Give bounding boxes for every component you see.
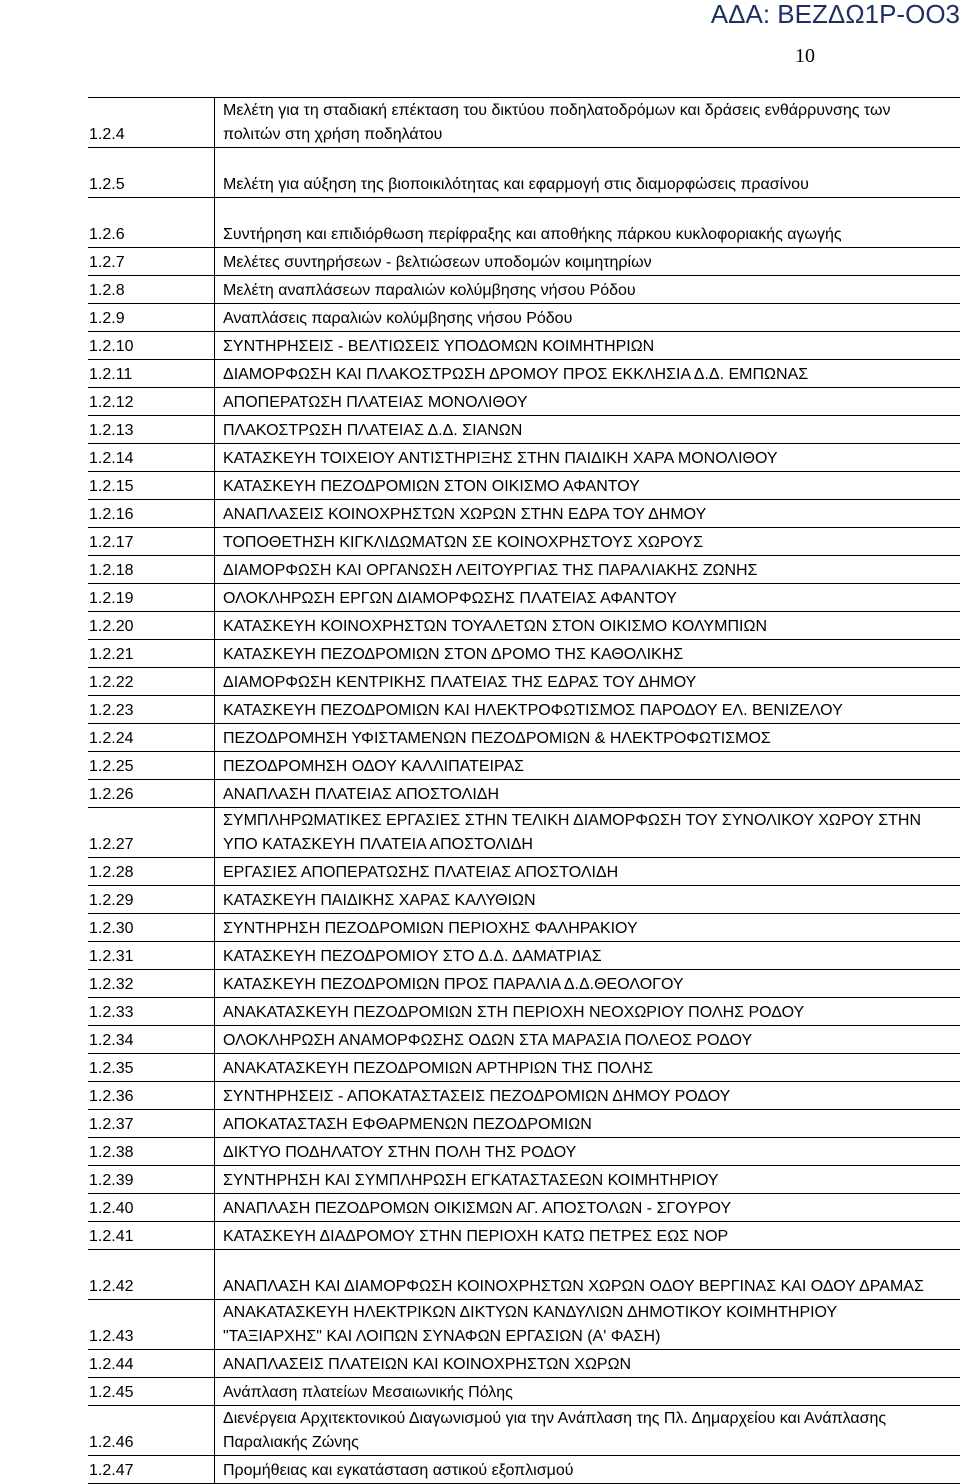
table-row	[88, 528, 960, 556]
row-description: ΣΥΝΤΗΡΗΣΗ ΚΑΙ ΣΥΜΠΛΗΡΩΣΗ ΕΓΚΑΤΑΣΤΑΣΕΩΝ ΚΟΙΜΗΤΗΡΙΟΥ	[215, 1166, 960, 1194]
table-row	[88, 1054, 960, 1082]
row-code: 1.2.46	[88, 1406, 215, 1456]
row-description: ΚΑΤΑΣΚΕΥΗ ΠΕΖΟΔΡΟΜΙΩΝ ΠΡΟΣ ΠΑΡΑΛΙΑ Δ.Δ.ΘΕΟΛΟΓΟΥ	[215, 970, 960, 998]
table-row	[88, 886, 960, 914]
row-code: 1.2.45	[88, 1378, 215, 1406]
table-row	[88, 1082, 960, 1110]
row-description: ΑΝΑΠΛΑΣΗ ΠΛΑΤΕΙΑΣ ΑΠΟΣΤΟΛΙΔΗ	[215, 780, 960, 808]
table-row	[88, 942, 960, 970]
table-row	[88, 1300, 960, 1350]
row-code: 1.2.16	[88, 500, 215, 528]
table-row	[88, 1166, 960, 1194]
row-code: 1.2.24	[88, 724, 215, 752]
row-description: ΣΥΜΠΛΗΡΩΜΑΤΙΚΕΣ ΕΡΓΑΣΙΕΣ ΣΤΗΝ ΤΕΛΙΚΗ ΔΙΑΜΟΡΦΩΣΗ ΤΟΥ ΣΥΝΟΛΙΚΟΥ ΧΩΡΟΥ ΣΤΗΝ ΥΠΟ ΚΑΤΑΣΚΕΥΗ ΠΛΑΤΕΙΑ ΑΠΟΣΤΟΛΙΔΗ	[215, 808, 960, 858]
row-code: 1.2.31	[88, 942, 215, 970]
row-code: 1.2.38	[88, 1138, 215, 1166]
row-code: 1.2.47	[88, 1456, 215, 1484]
row-description: ΔΙΑΜΟΡΦΩΣΗ ΚΑΙ ΟΡΓΑΝΩΣΗ ΛΕΙΤΟΥΡΓΙΑΣ ΤΗΣ ΠΑΡΑΛΙΑΚΗΣ ΖΩΝΗΣ	[215, 556, 960, 584]
table-row	[88, 1110, 960, 1138]
row-code: 1.2.44	[88, 1350, 215, 1378]
row-description: ΑΝΑΠΛΑΣΗ ΠΕΖΟΔΡΟΜΩΝ ΟΙΚΙΣΜΩΝ ΑΓ. ΑΠΟΣΤΟΛΩΝ - ΣΓΟΥΡΟΥ	[215, 1194, 960, 1222]
table-row	[88, 360, 960, 388]
row-description: ΠΕΖΟΔΡΟΜΗΣΗ ΥΦΙΣΤΑΜΕΝΩΝ ΠΕΖΟΔΡΟΜΙΩΝ & ΗΛΕΚΤΡΟΦΩΤΙΣΜΟΣ	[215, 724, 960, 752]
row-code: 1.2.11	[88, 360, 215, 388]
row-description: ΠΛΑΚΟΣΤΡΩΣΗ ΠΛΑΤΕΙΑΣ Δ.Δ. ΣΙΑΝΩΝ	[215, 416, 960, 444]
row-description: Συντήρηση και επιδιόρθωση περίφραξης και αποθήκης πάρκου κυκλοφοριακής αγωγής	[215, 198, 960, 248]
table-row	[88, 612, 960, 640]
row-description: ΚΑΤΑΣΚΕΥΗ ΠΑΙΔΙΚΗΣ ΧΑΡΑΣ ΚΑΛΥΘΙΩΝ	[215, 886, 960, 914]
row-code: 1.2.19	[88, 584, 215, 612]
row-description: Μελέτη για αύξηση της βιοποικιλότητας και εφαρμογή στις διαμορφώσεις πρασίνου	[215, 148, 960, 198]
row-description: Διενέργεια Αρχιτεκτονικού Διαγωνισμού για την Ανάπλαση της Πλ. Δημαρχείου και Ανάπλασης Παραλιακής Ζώνης	[215, 1406, 960, 1456]
row-code: 1.2.5	[88, 148, 215, 198]
row-code: 1.2.37	[88, 1110, 215, 1138]
table-row	[88, 472, 960, 500]
row-description: ΚΑΤΑΣΚΕΥΗ ΔΙΑΔΡΟΜΟΥ ΣΤΗΝ ΠΕΡΙΟΧΗ ΚΑΤΩ ΠΕΤΡΕΣ ΕΩΣ ΝΟΡ	[215, 1222, 960, 1250]
row-description: Ανάπλαση πλατείων Μεσαιωνικής Πόλης	[215, 1378, 960, 1406]
row-description: ΚΑΤΑΣΚΕΥΗ ΠΕΖΟΔΡΟΜΙΩΝ ΣΤΟΝ ΔΡΟΜΟ ΤΗΣ ΚΑΘΟΛΙΚΗΣ	[215, 640, 960, 668]
row-description: ΚΑΤΑΣΚΕΥΗ ΠΕΖΟΔΡΟΜΙΩΝ ΚΑΙ ΗΛΕΚΤΡΟΦΩΤΙΣΜΟΣ ΠΑΡΟΔΟΥ ΕΛ. ΒΕΝΙΖΕΛΟΥ	[215, 696, 960, 724]
row-description: Αναπλάσεις παραλιών κολύμβησης νήσου Ρόδου	[215, 304, 960, 332]
row-code: 1.2.17	[88, 528, 215, 556]
table-row	[88, 1222, 960, 1250]
table-row	[88, 998, 960, 1026]
row-code: 1.2.35	[88, 1054, 215, 1082]
table-row	[88, 444, 960, 472]
row-code: 1.2.15	[88, 472, 215, 500]
row-description: ΠΕΖΟΔΡΟΜΗΣΗ ΟΔΟΥ ΚΑΛΛΙΠΑΤΕΙΡΑΣ	[215, 752, 960, 780]
row-code: 1.2.42	[88, 1250, 215, 1300]
projects-table-body	[88, 98, 960, 1484]
row-description: Μελέτη για τη σταδιακή επέκταση του δικτύου ποδηλατοδρόμων και δράσεις ενθάρρυνσης των πολιτών στη χρήση ποδηλάτου	[215, 98, 960, 148]
row-description: ΑΝΑΠΛΑΣΕΙΣ ΚΟΙΝΟΧΡΗΣΤΩΝ ΧΩΡΩΝ ΣΤΗΝ ΕΔΡΑ ΤΟΥ ΔΗΜΟΥ	[215, 500, 960, 528]
table-row	[88, 332, 960, 360]
row-code: 1.2.25	[88, 752, 215, 780]
row-description: ΚΑΤΑΣΚΕΥΗ ΠΕΖΟΔΡΟΜΙΩΝ ΣΤΟΝ ΟΙΚΙΣΜΟ ΑΦΑΝΤΟΥ	[215, 472, 960, 500]
table-row	[88, 914, 960, 942]
row-description: ΔΙΑΜΟΡΦΩΣΗ ΚΕΝΤΡΙΚΗΣ ΠΛΑΤΕΙΑΣ ΤΗΣ ΕΔΡΑΣ ΤΟΥ ΔΗΜΟΥ	[215, 668, 960, 696]
row-code: 1.2.9	[88, 304, 215, 332]
row-code: 1.2.14	[88, 444, 215, 472]
row-description: ΟΛΟΚΛΗΡΩΣΗ ΕΡΓΩΝ ΔΙΑΜΟΡΦΩΣΗΣ ΠΛΑΤΕΙΑΣ ΑΦΑΝΤΟΥ	[215, 584, 960, 612]
row-description: ΑΝΑΚΑΤΑΣΚΕΥΗ ΠΕΖΟΔΡΟΜΙΩΝ ΣΤΗ ΠΕΡΙΟΧΗ ΝΕΟΧΩΡΙΟΥ ΠΟΛΗΣ ΡΟΔΟΥ	[215, 998, 960, 1026]
table-row	[88, 148, 960, 198]
page-number: 10	[795, 44, 815, 68]
row-code: 1.2.28	[88, 858, 215, 886]
table-row	[88, 388, 960, 416]
row-description: ΣΥΝΤΗΡΗΣΕΙΣ - ΒΕΛΤΙΩΣΕΙΣ ΥΠΟΔΟΜΩΝ ΚΟΙΜΗΤΗΡΙΩΝ	[215, 332, 960, 360]
ada-header: ΑΔΑ: ΒΕΖΔΩ1Ρ-ΟΟ3	[711, 0, 960, 28]
row-description: ΟΛΟΚΛΗΡΩΣΗ ΑΝΑΜΟΡΦΩΣΗΣ ΟΔΩΝ ΣΤΑ ΜΑΡΑΣΙΑ ΠΟΛΕΟΣ ΡΟΔΟΥ	[215, 1026, 960, 1054]
row-code: 1.2.20	[88, 612, 215, 640]
table-row	[88, 1026, 960, 1054]
row-description: Μελέτη αναπλάσεων παραλιών κολύμβησης νήσου Ρόδου	[215, 276, 960, 304]
row-description: ΚΑΤΑΣΚΕΥΗ ΠΕΖΟΔΡΟΜΙΟΥ ΣΤΟ Δ.Δ. ΔΑΜΑΤΡΙΑΣ	[215, 942, 960, 970]
row-description: Μελέτες συντηρήσεων - βελτιώσεων υποδομών κοιμητηρίων	[215, 248, 960, 276]
row-code: 1.2.43	[88, 1300, 215, 1350]
table-row	[88, 858, 960, 886]
table-row	[88, 1456, 960, 1484]
table-row	[88, 276, 960, 304]
table-row	[88, 98, 960, 148]
row-code: 1.2.32	[88, 970, 215, 998]
table-row	[88, 1378, 960, 1406]
table-row	[88, 304, 960, 332]
row-code: 1.2.33	[88, 998, 215, 1026]
table-row	[88, 1406, 960, 1456]
table-row	[88, 416, 960, 444]
table-row	[88, 808, 960, 858]
row-code: 1.2.30	[88, 914, 215, 942]
row-code: 1.2.39	[88, 1166, 215, 1194]
row-code: 1.2.36	[88, 1082, 215, 1110]
table-row	[88, 198, 960, 248]
row-code: 1.2.12	[88, 388, 215, 416]
row-code: 1.2.34	[88, 1026, 215, 1054]
table-row	[88, 584, 960, 612]
row-code: 1.2.41	[88, 1222, 215, 1250]
row-code: 1.2.8	[88, 276, 215, 304]
row-description: ΑΝΑΠΛΑΣΕΙΣ ΠΛΑΤΕΙΩΝ ΚΑΙ ΚΟΙΝΟΧΡΗΣΤΩΝ ΧΩΡΩΝ	[215, 1350, 960, 1378]
row-code: 1.2.22	[88, 668, 215, 696]
row-description: ΑΝΑΚΑΤΑΣΚΕΥΗ ΗΛΕΚΤΡΙΚΩΝ ΔΙΚΤΥΩΝ ΚΑΝΔΥΛΙΩΝ ΔΗΜΟΤΙΚΟΥ ΚΟΙΜΗΤΗΡΙΟΥ "ΤΑΞΙΑΡΧΗΣ" ΚΑΙ ΛΟΙΠΩΝ ΣΥΝΑΦΩΝ ΕΡΓΑΣΙΩΝ (Α' ΦΑΣΗ)	[215, 1300, 960, 1350]
row-description: ΑΝΑΠΛΑΣΗ ΚΑΙ ΔΙΑΜΟΡΦΩΣΗ ΚΟΙΝΟΧΡΗΣΤΩΝ ΧΩΡΩΝ ΟΔΟΥ ΒΕΡΓΙΝΑΣ ΚΑΙ ΟΔΟΥ ΔΡΑΜΑΣ	[215, 1250, 960, 1300]
row-code: 1.2.6	[88, 198, 215, 248]
row-description: ΔΙΚΤΥΟ ΠΟΔΗΛΑΤΟΥ ΣΤΗΝ ΠΟΛΗ ΤΗΣ ΡΟΔΟΥ	[215, 1138, 960, 1166]
table-row	[88, 1138, 960, 1166]
projects-table	[88, 97, 960, 1484]
table-row	[88, 752, 960, 780]
row-description: ΣΥΝΤΗΡΗΣΕΙΣ - ΑΠΟΚΑΤΑΣΤΑΣΕΙΣ ΠΕΖΟΔΡΟΜΙΩΝ ΔΗΜΟΥ ΡΟΔΟΥ	[215, 1082, 960, 1110]
row-description: ΑΠΟΠΕΡΑΤΩΣΗ ΠΛΑΤΕΙΑΣ ΜΟΝΟΛΙΘΟΥ	[215, 388, 960, 416]
row-description: ΔΙΑΜΟΡΦΩΣΗ ΚΑΙ ΠΛΑΚΟΣΤΡΩΣΗ ΔΡΟΜΟΥ ΠΡΟΣ ΕΚΚΛΗΣΙΑ Δ.Δ. ΕΜΠΩΝΑΣ	[215, 360, 960, 388]
row-description: ΣΥΝΤΗΡΗΣΗ ΠΕΖΟΔΡΟΜΙΩΝ ΠΕΡΙΟΧΗΣ ΦΑΛΗΡΑΚΙΟΥ	[215, 914, 960, 942]
table-row	[88, 696, 960, 724]
table-row	[88, 1250, 960, 1300]
table-row	[88, 640, 960, 668]
row-code: 1.2.21	[88, 640, 215, 668]
table-row	[88, 780, 960, 808]
row-description: ΕΡΓΑΣΙΕΣ ΑΠΟΠΕΡΑΤΩΣΗΣ ΠΛΑΤΕΙΑΣ ΑΠΟΣΤΟΛΙΔΗ	[215, 858, 960, 886]
row-code: 1.2.27	[88, 808, 215, 858]
table-row	[88, 556, 960, 584]
row-code: 1.2.7	[88, 248, 215, 276]
row-description: ΤΟΠΟΘΕΤΗΣΗ ΚΙΓΚΛΙΔΩΜΑΤΩΝ ΣΕ ΚΟΙΝΟΧΡΗΣΤΟΥΣ ΧΩΡΟΥΣ	[215, 528, 960, 556]
row-description: ΑΠΟΚΑΤΑΣΤΑΣΗ ΕΦΘΑΡΜΕΝΩΝ ΠΕΖΟΔΡΟΜΙΩΝ	[215, 1110, 960, 1138]
row-description: ΑΝΑΚΑΤΑΣΚΕΥΗ ΠΕΖΟΔΡΟΜΙΩΝ ΑΡΤΗΡΙΩΝ ΤΗΣ ΠΟΛΗΣ	[215, 1054, 960, 1082]
row-description: Προμήθειας και εγκατάσταση αστικού εξοπλισμού	[215, 1456, 960, 1484]
row-code: 1.2.13	[88, 416, 215, 444]
table-row	[88, 1350, 960, 1378]
table-row	[88, 1194, 960, 1222]
row-code: 1.2.23	[88, 696, 215, 724]
table-row	[88, 248, 960, 276]
row-code: 1.2.40	[88, 1194, 215, 1222]
row-code: 1.2.29	[88, 886, 215, 914]
table-row	[88, 668, 960, 696]
table-row	[88, 500, 960, 528]
row-code: 1.2.26	[88, 780, 215, 808]
row-description: ΚΑΤΑΣΚΕΥΗ ΚΟΙΝΟΧΡΗΣΤΩΝ ΤΟΥΑΛΕΤΩΝ ΣΤΟΝ ΟΙΚΙΣΜΟ ΚΟΛΥΜΠΙΩΝ	[215, 612, 960, 640]
table-row	[88, 970, 960, 998]
row-code: 1.2.4	[88, 98, 215, 148]
table-row	[88, 724, 960, 752]
row-code: 1.2.10	[88, 332, 215, 360]
row-description: ΚΑΤΑΣΚΕΥΗ ΤΟΙΧΕΙΟΥ ΑΝΤΙΣΤΗΡΙΞΗΣ ΣΤΗΝ ΠΑΙΔΙΚΗ ΧΑΡΑ ΜΟΝΟΛΙΘΟΥ	[215, 444, 960, 472]
row-code: 1.2.18	[88, 556, 215, 584]
